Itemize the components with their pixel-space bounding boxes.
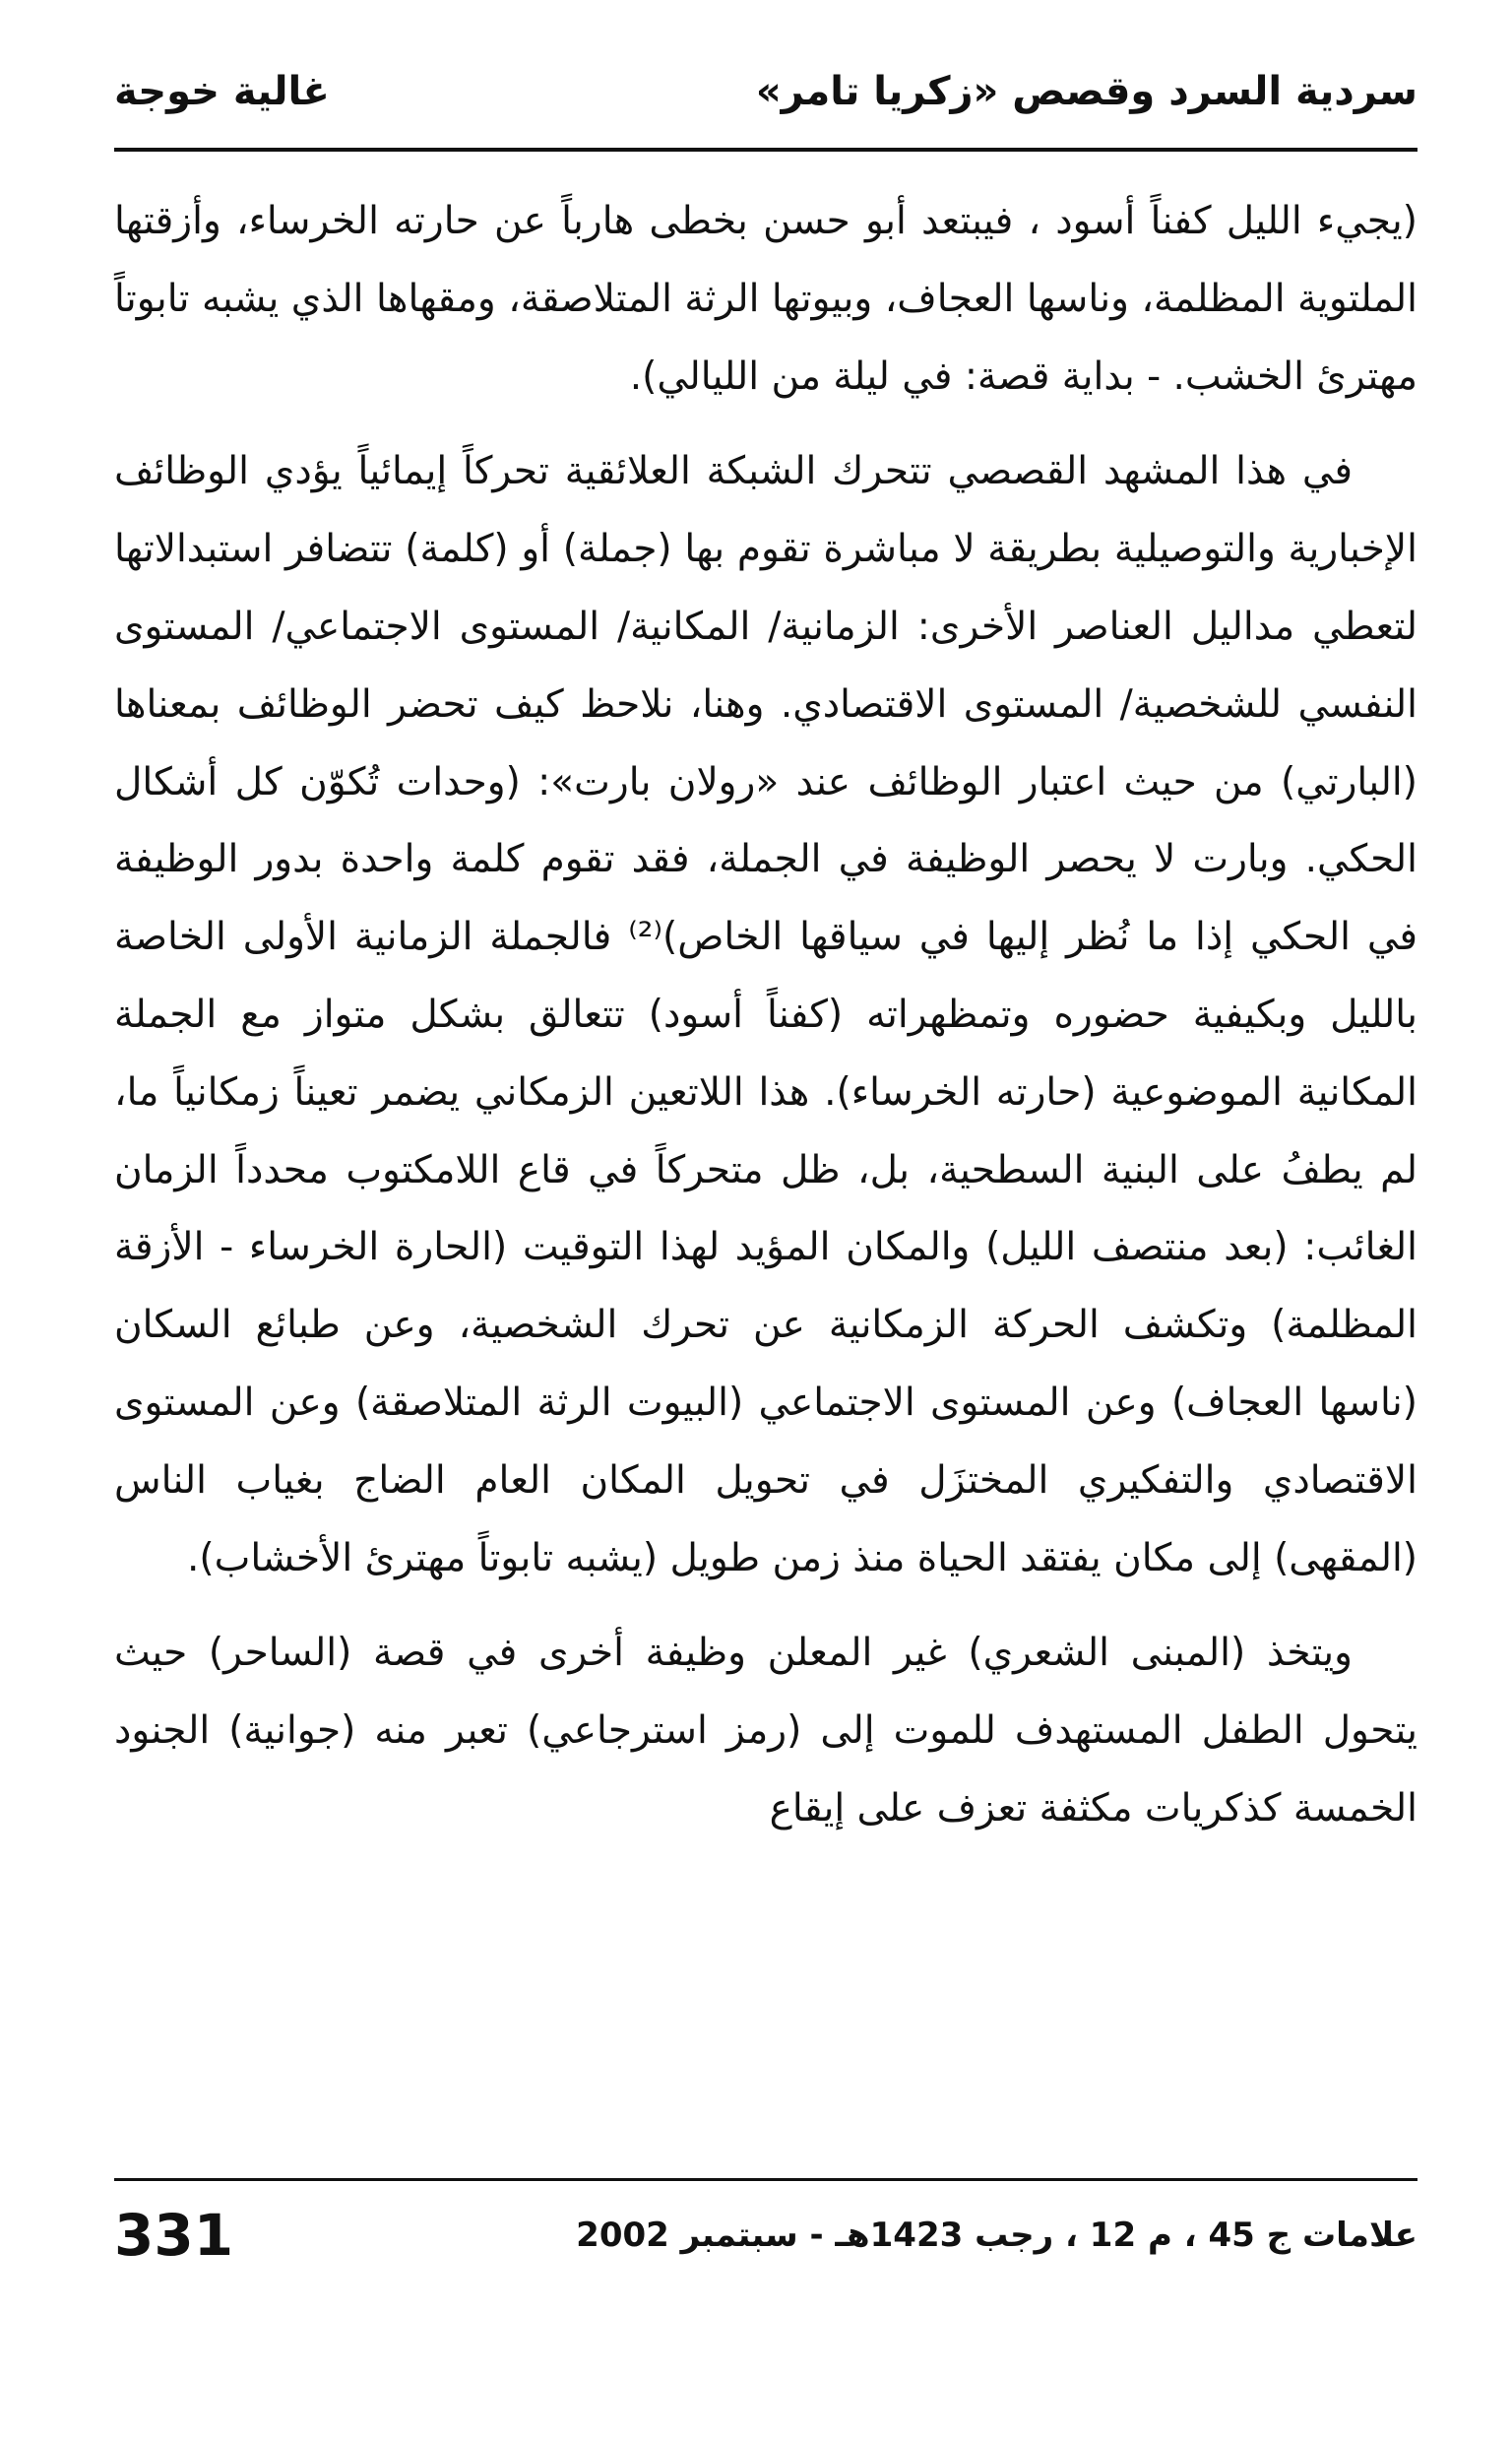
footer-rule xyxy=(114,2178,1418,2181)
journal-info: علامات ج 45 ، م 12 ، رجب 1423هـ - سبتمبر 2002 xyxy=(576,2216,1418,2255)
running-author: غالية خوجة xyxy=(114,69,330,114)
running-title: سردية السرد وقصص «زكريا تامر» xyxy=(755,69,1418,114)
page-header xyxy=(114,61,1418,140)
paragraph-quote: (يجيء الليل كفناً أسود ، فيبتعد أبو حسن بخطى هارباً عن حارته الخرساء، وأزقتها الملتوية المظلمة، وناسها العجاف، وبيوتها الرثة المتلاصقة، ومقهاها الذي يشبه تابوتاً مهترئ الخشب. - بداية قصة: في ليلة من الليالي). xyxy=(114,199,1418,399)
paragraph-continuation: ويتخذ (المبنى الشعري) غير المعلن وظيفة أخرى في قصة (الساحر) حيث يتحول الطفل المستهدف للموت إلى (رمز استرجاعي) تعبر منه (جوانية) الجنود الخمسة كذكريات مكثفة تعزف على إيقاع xyxy=(114,1631,1418,1831)
page-number: 331 xyxy=(114,2202,234,2269)
header-rule xyxy=(114,148,1418,152)
page-footer xyxy=(114,2202,1418,2281)
paragraph-analysis: في هذا المشهد القصصي تتحرك الشبكة العلائقية تحركاً إيمائياً يؤدي الوظائف الإخبارية والتوصيلية بطريقة لا مباشرة تقوم بها (جملة) أو (كلمة) تتضافر استبدالاتها لتعطي مداليل العناصر الأخرى: الزمانية/ المكانية/ المستوى الاجتماعي/ المستوى النفسي للشخصية/ المستوى الاقتصادي. وهنا، نلاحظ كيف تحضر الوظائف بمعناها (البارتي) من حيث اعتبار الوظائف عند «رولان بارت»: (وحدات تُكوّن كل أشكال الحكي. وبارت لا يحصر الوظيفة في الجملة، فقد تقوم كلمة واحدة بدور الوظيفة في الحكي إذا ما نُظر إليها في سياقها الخاص)⁽²⁾ فالجملة الزمانية الأولى الخاصة بالليل وبكيفية حضوره وتمظهراته (كفناً أسود) تتعالق بشكل متواز مع الجملة المكانية الموضوعية (حارته الخرساء). هذا اللاتعين الزمكاني يضمر تعيناً زمكانياً ما، لم يطفُ على البنية السطحية، بل، ظل متحركاً في قاع اللامكتوب محدداً الزمان الغائب: (بعد منتصف الليل) والمكان المؤيد لهذا التوقيت (الحارة الخرساء - الأزقة المظلمة) وتكشف الحركة الزمكانية عن تحرك الشخصية، وعن طبائع السكان (ناسها العجاف) وعن المستوى الاجتماعي (البيوت الرثة المتلاصقة) وعن المستوى الاقتصادي والتفكيري المختزَل في تحويل المكان العام الضاج بغياب الناس (المقهى) إلى مكان يفتقد الحياة منذ زمن طويل (يشبه تابوتاً مهترئ الأخشاب). xyxy=(114,449,1418,1580)
body-text xyxy=(114,183,1418,1848)
